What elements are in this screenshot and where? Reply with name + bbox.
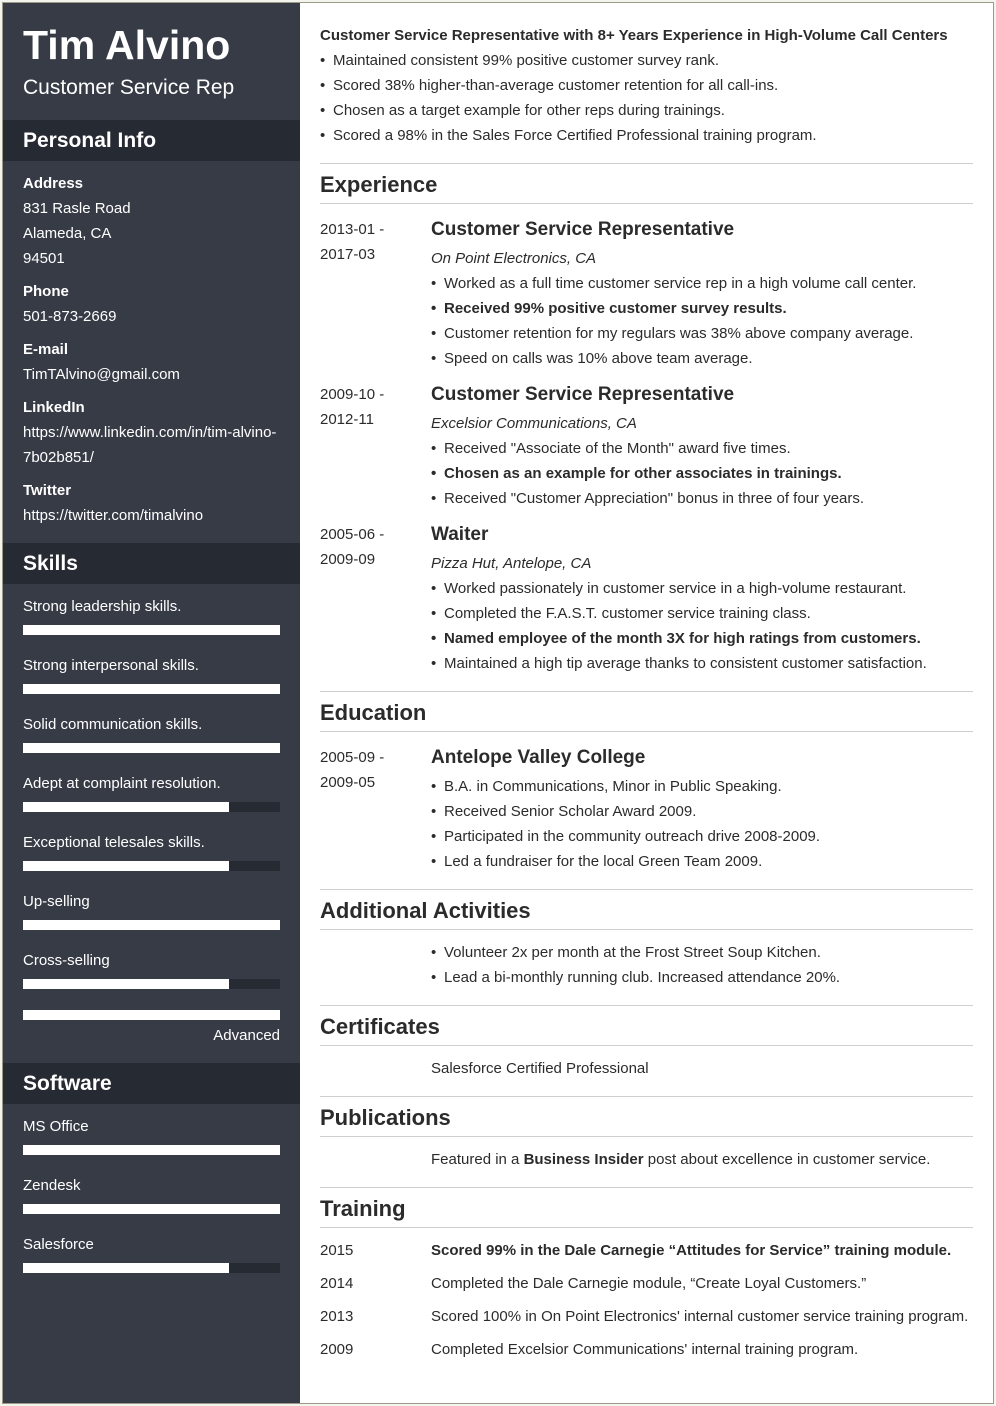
job-company: Excelsior Communications, CA [431, 415, 637, 432]
job-date-start: 2009-10 - [320, 386, 385, 403]
email-label: E-mail [23, 341, 69, 358]
job-company: Pizza Hut, Antelope, CA [431, 555, 592, 572]
skill-item [23, 716, 280, 734]
job-company: On Point Electronics, CA [431, 250, 597, 267]
training-year: 2015 [320, 1242, 354, 1259]
software-name: Salesforce [23, 1236, 94, 1253]
job-date [320, 382, 420, 432]
address-line: Alameda, CA [23, 225, 112, 242]
job-bullet: • Chosen as an example for other associates in trainings. [431, 461, 973, 486]
publication-text: post about excellence in customer service. [643, 1151, 931, 1168]
software-bar [23, 1204, 280, 1214]
section-divider [320, 929, 973, 930]
summary-list [320, 48, 817, 148]
address-block [23, 171, 288, 271]
software-name: MS Office [23, 1118, 89, 1135]
summary-bullet: • Scored a 98% in the Sales Force Certified Professional training program. [320, 123, 817, 148]
software-bar-fill [23, 1204, 280, 1214]
education-bullets [431, 774, 973, 874]
sidebar [3, 3, 300, 1403]
certificates-heading: Certificates [320, 1014, 440, 1039]
job-bullet: • Completed the F.A.S.T. customer service training class. [431, 601, 973, 626]
section-divider [320, 1096, 973, 1097]
education-bullet: • Received Senior Scholar Award 2009. [431, 799, 973, 824]
activities-heading: Additional Activities [320, 898, 531, 923]
job-bullet: • Speed on calls was 10% above team average. [431, 346, 973, 371]
section-divider [320, 1005, 973, 1006]
job-date-start: 2005-06 - [320, 526, 385, 543]
education-bullet: • B.A. in Communications, Minor in Public Speaking. [431, 774, 973, 799]
job-bullets [431, 436, 973, 511]
section-divider [320, 691, 973, 692]
phone-label: Phone [23, 283, 69, 300]
skill-bar-fill [23, 802, 229, 812]
skill-bar [23, 743, 280, 753]
job-date-end: 2012-11 [320, 411, 374, 428]
section-divider [320, 1136, 973, 1137]
training-year: 2009 [320, 1341, 354, 1358]
software-item [23, 1177, 280, 1195]
skill-name: Strong interpersonal skills. [23, 657, 199, 674]
skill-bar [23, 979, 280, 989]
skill-name: Strong leadership skills. [23, 598, 182, 615]
section-divider [320, 1187, 973, 1188]
job-bullet: • Received "Customer Appreciation" bonus in three of four years. [431, 486, 973, 511]
job-bullet: • Maintained a high tip average thanks to consistent customer satisfaction. [431, 651, 973, 676]
twitter-url[interactable]: https://twitter.com/timalvino [23, 507, 204, 524]
email-value[interactable]: TimTAlvino@gmail.com [23, 366, 180, 383]
skill-bar [23, 625, 280, 635]
activity-bullet: • Lead a bi-monthly running club. Increased attendance 20%. [431, 965, 840, 990]
education-heading: Education [320, 700, 427, 725]
skill-bar-fill [23, 920, 280, 930]
candidate-name: Tim Alvino [23, 22, 231, 68]
section-divider [320, 889, 973, 890]
software-bar [23, 1145, 280, 1155]
job-bullets [431, 271, 973, 371]
software-item [23, 1236, 280, 1254]
training-year: 2013 [320, 1308, 354, 1325]
job-bullet: • Worked passionately in customer service in a high-volume restaurant. [431, 576, 973, 601]
summary-bullet: • Chosen as a target example for other reps during trainings. [320, 98, 817, 123]
skill-item [23, 893, 280, 911]
job-bullet: • Worked as a full time customer service rep in a high volume call center. [431, 271, 973, 296]
job-title: Waiter [431, 524, 489, 545]
education-bullet: • Participated in the community outreach drive 2008-2009. [431, 824, 973, 849]
resume-page [2, 2, 994, 1404]
skill-bar-fill [23, 625, 280, 635]
skill-bar [23, 920, 280, 930]
address-label: Address [23, 175, 84, 192]
twitter-block [23, 478, 288, 528]
job-bullet: • Named employee of the month 3X for high ratings from customers. [431, 626, 973, 651]
skill-item [23, 952, 280, 970]
software-bar [23, 1263, 280, 1273]
education-bullet: • Led a fundraiser for the local Green Team 2009. [431, 849, 973, 874]
job-bullet: • Customer retention for my regulars was 38% above company average. [431, 321, 973, 346]
skill-item [23, 775, 280, 793]
training-heading: Training [320, 1196, 406, 1221]
linkedin-url[interactable]: https://www.linkedin.com/in/tim-alvino- [23, 424, 277, 441]
experience-heading: Experience [320, 172, 438, 197]
software-item [23, 1118, 280, 1136]
skill-bar-fill [23, 861, 229, 871]
training-year: 2014 [320, 1275, 354, 1292]
job-bullet: • Received "Associate of the Month" award five times. [431, 436, 973, 461]
publication-outlet: Business Insider [523, 1151, 644, 1168]
skill-name: Solid communication skills. [23, 716, 203, 733]
summary-bullet: • Scored 38% higher-than-average customer retention for all call-ins. [320, 73, 817, 98]
skill-bar-fill [23, 684, 280, 694]
twitter-label: Twitter [23, 482, 72, 499]
publication-item [431, 1147, 930, 1172]
job-entry [431, 522, 973, 676]
publication-text: Featured in a [431, 1151, 524, 1168]
education-entry [431, 745, 973, 874]
skill-name: Up-selling [23, 893, 90, 910]
skills-heading: Skills [3, 543, 300, 584]
software-name: Zendesk [23, 1177, 81, 1194]
training-text: Completed Excelsior Communications' internal training program. [431, 1341, 859, 1358]
linkedin-url[interactable]: 7b02b851/ [23, 449, 94, 466]
linkedin-block [23, 395, 288, 470]
training-text: Scored 100% in On Point Electronics' internal customer service training program. [431, 1308, 969, 1325]
address-line: 831 Rasle Road [23, 200, 131, 217]
software-bar-fill [23, 1145, 280, 1155]
job-date-end: 2009-09 [320, 551, 376, 568]
summary-bullet: • Maintained consistent 99% positive customer survey rank. [320, 48, 817, 73]
skill-item [23, 834, 280, 852]
software-heading: Software [3, 1063, 300, 1104]
job-date [320, 522, 420, 572]
candidate-title: Customer Service Rep [23, 76, 235, 99]
skill-bar [23, 861, 280, 871]
skill-bar-fill [23, 979, 229, 989]
job-date-start: 2013-01 - [320, 221, 385, 238]
job-title: Customer Service Representative [431, 219, 735, 240]
skill-item [23, 598, 280, 616]
skill-bar [23, 684, 280, 694]
training-text: Scored 99% in the Dale Carnegie “Attitudes for Service” training module. [431, 1242, 952, 1259]
section-divider [320, 163, 973, 164]
summary-title: Customer Service Representative with 8+ Years Experience in High-Volume Call Centers [320, 27, 948, 44]
section-divider [320, 1045, 973, 1046]
skill-bar-fill [23, 743, 280, 753]
skill-item [23, 657, 280, 675]
education-date-end: 2009-05 [320, 774, 376, 791]
education-date [320, 745, 420, 795]
main-content [320, 3, 973, 1403]
address-line: 94501 [23, 250, 65, 267]
skill-name: Cross-selling [23, 952, 110, 969]
education-date-start: 2005-09 - [320, 749, 385, 766]
phone-block [23, 279, 288, 329]
job-entry [431, 217, 973, 371]
activity-bullet: • Volunteer 2x per month at the Frost Street Soup Kitchen. [431, 940, 840, 965]
phone-value: 501-873-2669 [23, 308, 117, 325]
job-entry [431, 382, 973, 511]
skill-bar [23, 802, 280, 812]
linkedin-label: LinkedIn [23, 399, 85, 416]
job-bullet: • Received 99% positive customer survey results. [431, 296, 973, 321]
section-divider [320, 731, 973, 732]
job-bullets [431, 576, 973, 676]
personal-info-heading: Personal Info [3, 120, 300, 161]
job-title: Customer Service Representative [431, 384, 735, 405]
skill-name: Adept at complaint resolution. [23, 775, 221, 792]
email-block [23, 337, 288, 387]
skill-bar [23, 1010, 280, 1020]
skill-name: Exceptional telesales skills. [23, 834, 205, 851]
job-date-end: 2017-03 [320, 246, 376, 263]
software-bar-fill [23, 1263, 229, 1273]
publications-heading: Publications [320, 1105, 451, 1130]
certificate-item: Salesforce Certified Professional [431, 1060, 649, 1077]
section-divider [320, 203, 973, 204]
school-name: Antelope Valley College [431, 747, 646, 768]
activities-list [431, 940, 840, 990]
skill-bar-fill [23, 1010, 280, 1020]
job-date [320, 217, 420, 267]
training-text: Completed the Dale Carnegie module, “Create Loyal Customers.” [431, 1275, 867, 1292]
skill-level-label: Advanced [213, 1027, 280, 1044]
section-divider [320, 1227, 973, 1228]
